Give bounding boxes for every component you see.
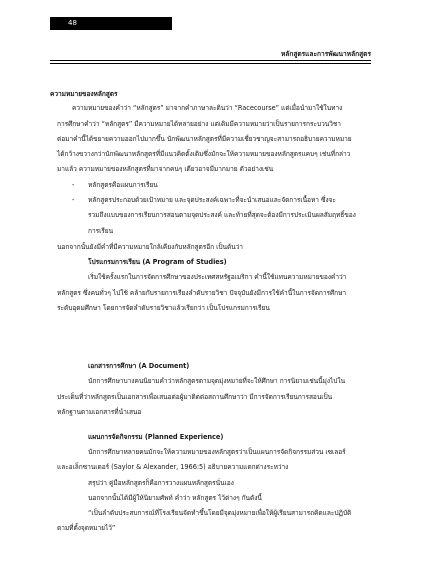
header-rule-top xyxy=(50,60,371,61)
paragraph-line: ความหมายของคำว่า “หลักสูตร” มาจากคำภาษาละตินว่า “Racecourse” แต่เมื่อนำมาใช้ในทาง xyxy=(72,104,343,112)
term-line: นักการศึกษาบางคนนิยามคำว่าหลักสูตรตามจุดมุ่งหมายที่จะให้ศึกษา การนิยามเช่นนี้มุ่งไปใน xyxy=(88,377,346,385)
term-heading: แผนการจัดกิจกรรม (Planned Experience) xyxy=(88,433,224,441)
quote-line: “เป็นลำดับประสบการณ์ที่โรงเรียนจัดทำขึ้นโดยมีจุดมุ่งหมายเพื่อให้ผู้เรียนสามารถคิดและปฏิบัติ xyxy=(88,509,352,517)
term-line: เริ่มใช้ครั้งแรกในการจัดการศึกษาของประเทศสหรัฐอเมริกา คำนี้ใช้แทนความหมายของคำว่า xyxy=(88,273,347,281)
header-rule-bottom xyxy=(50,63,371,64)
chapter-title: หลักสูตรและการพัฒนาหลักสูตร xyxy=(280,50,371,58)
term-heading: โปรแกรมการเรียน (A Program of Studies) xyxy=(88,258,227,266)
section-heading: ความหมายของหลักสูตร xyxy=(50,90,118,98)
bullet-item: หลักสูตรคือแผนการเรียน xyxy=(88,181,158,189)
page-number: 48 xyxy=(68,19,77,27)
term-line: นอกจากนั้นได้มีผู้ให้นิยามศัพท์ คำว่า หลักสูตร ไว้ต่างๆ กันดังนี้ xyxy=(88,494,262,502)
paragraph-line: ได้กว้างขวางกว่านักพัฒนาหลักสูตรที่มีแนวคิดตั้งเดิมซึ่งมักจะให้ความหมายของหลักสูตรแคบๆ เช่นที่กล่าว xyxy=(57,150,351,158)
paragraph-line: การศึกษาคำว่า “หลักสูตร” มีความหมายได้หลายอย่าง แต่เดิมมีความหมายว่าเป็นรายการกระบวนวิชา xyxy=(57,120,341,128)
term-line: ระดับอุดมศึกษา โดยการจัดลำดับรายวิชาแล้วเรียกว่า เป็นโปรแกรมการเรียน xyxy=(57,304,270,312)
bullet-item: หลักสูตรประกอบด้วยเป้าหมาย และจุดประสงค์เฉพาะที่จะนำเสนอและจัดการเนื้อหา ซึ่งจะ xyxy=(88,196,336,204)
paragraph-line: ต่อมาคำนี้ได้ขยายความออกไปมากขึ้น นักพัฒนาหลักสูตรที่มีความเชี่ยวชาญจะสามารถอธิบายความหมาย xyxy=(57,135,352,143)
term-line: และอเล็กซานเดอร์ (Saylor & Alexander, 1966:5) อธิบายความแตกต่างระหว่าง xyxy=(57,463,289,471)
quote-line: ตามที่ตั้งจุดหมายไว้” xyxy=(57,524,116,532)
term-line: สรุปว่า คู่มือหลักสูตรก็คือการวางแผนหลักสูตรนั่นเอง xyxy=(88,479,234,487)
bullet-item-line: การเรียน xyxy=(88,227,114,235)
page-number-bar xyxy=(50,17,172,30)
term-line: หลักฐานตามเอกสารที่นำเสนอ xyxy=(57,408,142,416)
bullet-symbol: - xyxy=(72,181,75,189)
paragraph-line: มาแล้ว ความหมายของหลักสูตรที่มาจากคนๆ เดียวอาจมีมากมาย ตัวอย่างเช่น xyxy=(57,165,274,173)
term-line: ประเด็นที่ว่าหลักสูตรเป็นเอกสารเพื่อเสนอต่อผู้มาติดต่อสถานศึกษาว่า มีการจัดการเรียนการสอนเป็น xyxy=(57,393,333,401)
bullet-symbol: - xyxy=(72,196,75,204)
term-heading: เอกสารการศึกษา (A Document) xyxy=(88,362,190,370)
term-line: หลักสูตร ซึ่งคนทั่วๆ ไปใช้ คล้ายกับรายการเรียงลำดับรายวิชา ปัจจุบันยังมีการใช้คำนี้ในการจัดการศึกษา xyxy=(57,289,347,297)
bullet-item-line: รวมถึงแบบของการเรียนการสอนตามจุดประสงค์ และท้ายที่สุดจะต้องมีการประเมินผลสัมฤทธิ์ของ xyxy=(88,211,356,219)
term-line: นักการศึกษาหลายคนมักจะให้ความหมายของหลักสูตรว่าเป็นแผนการจัดกิจกรรมส่วน เซเลอร์ xyxy=(88,448,346,456)
transition-line: นอกจากนั้นยังมีคำที่มีความหมายใกล้เคียงกับหลักสูตรอีก เป็นต้นว่า xyxy=(57,243,243,251)
